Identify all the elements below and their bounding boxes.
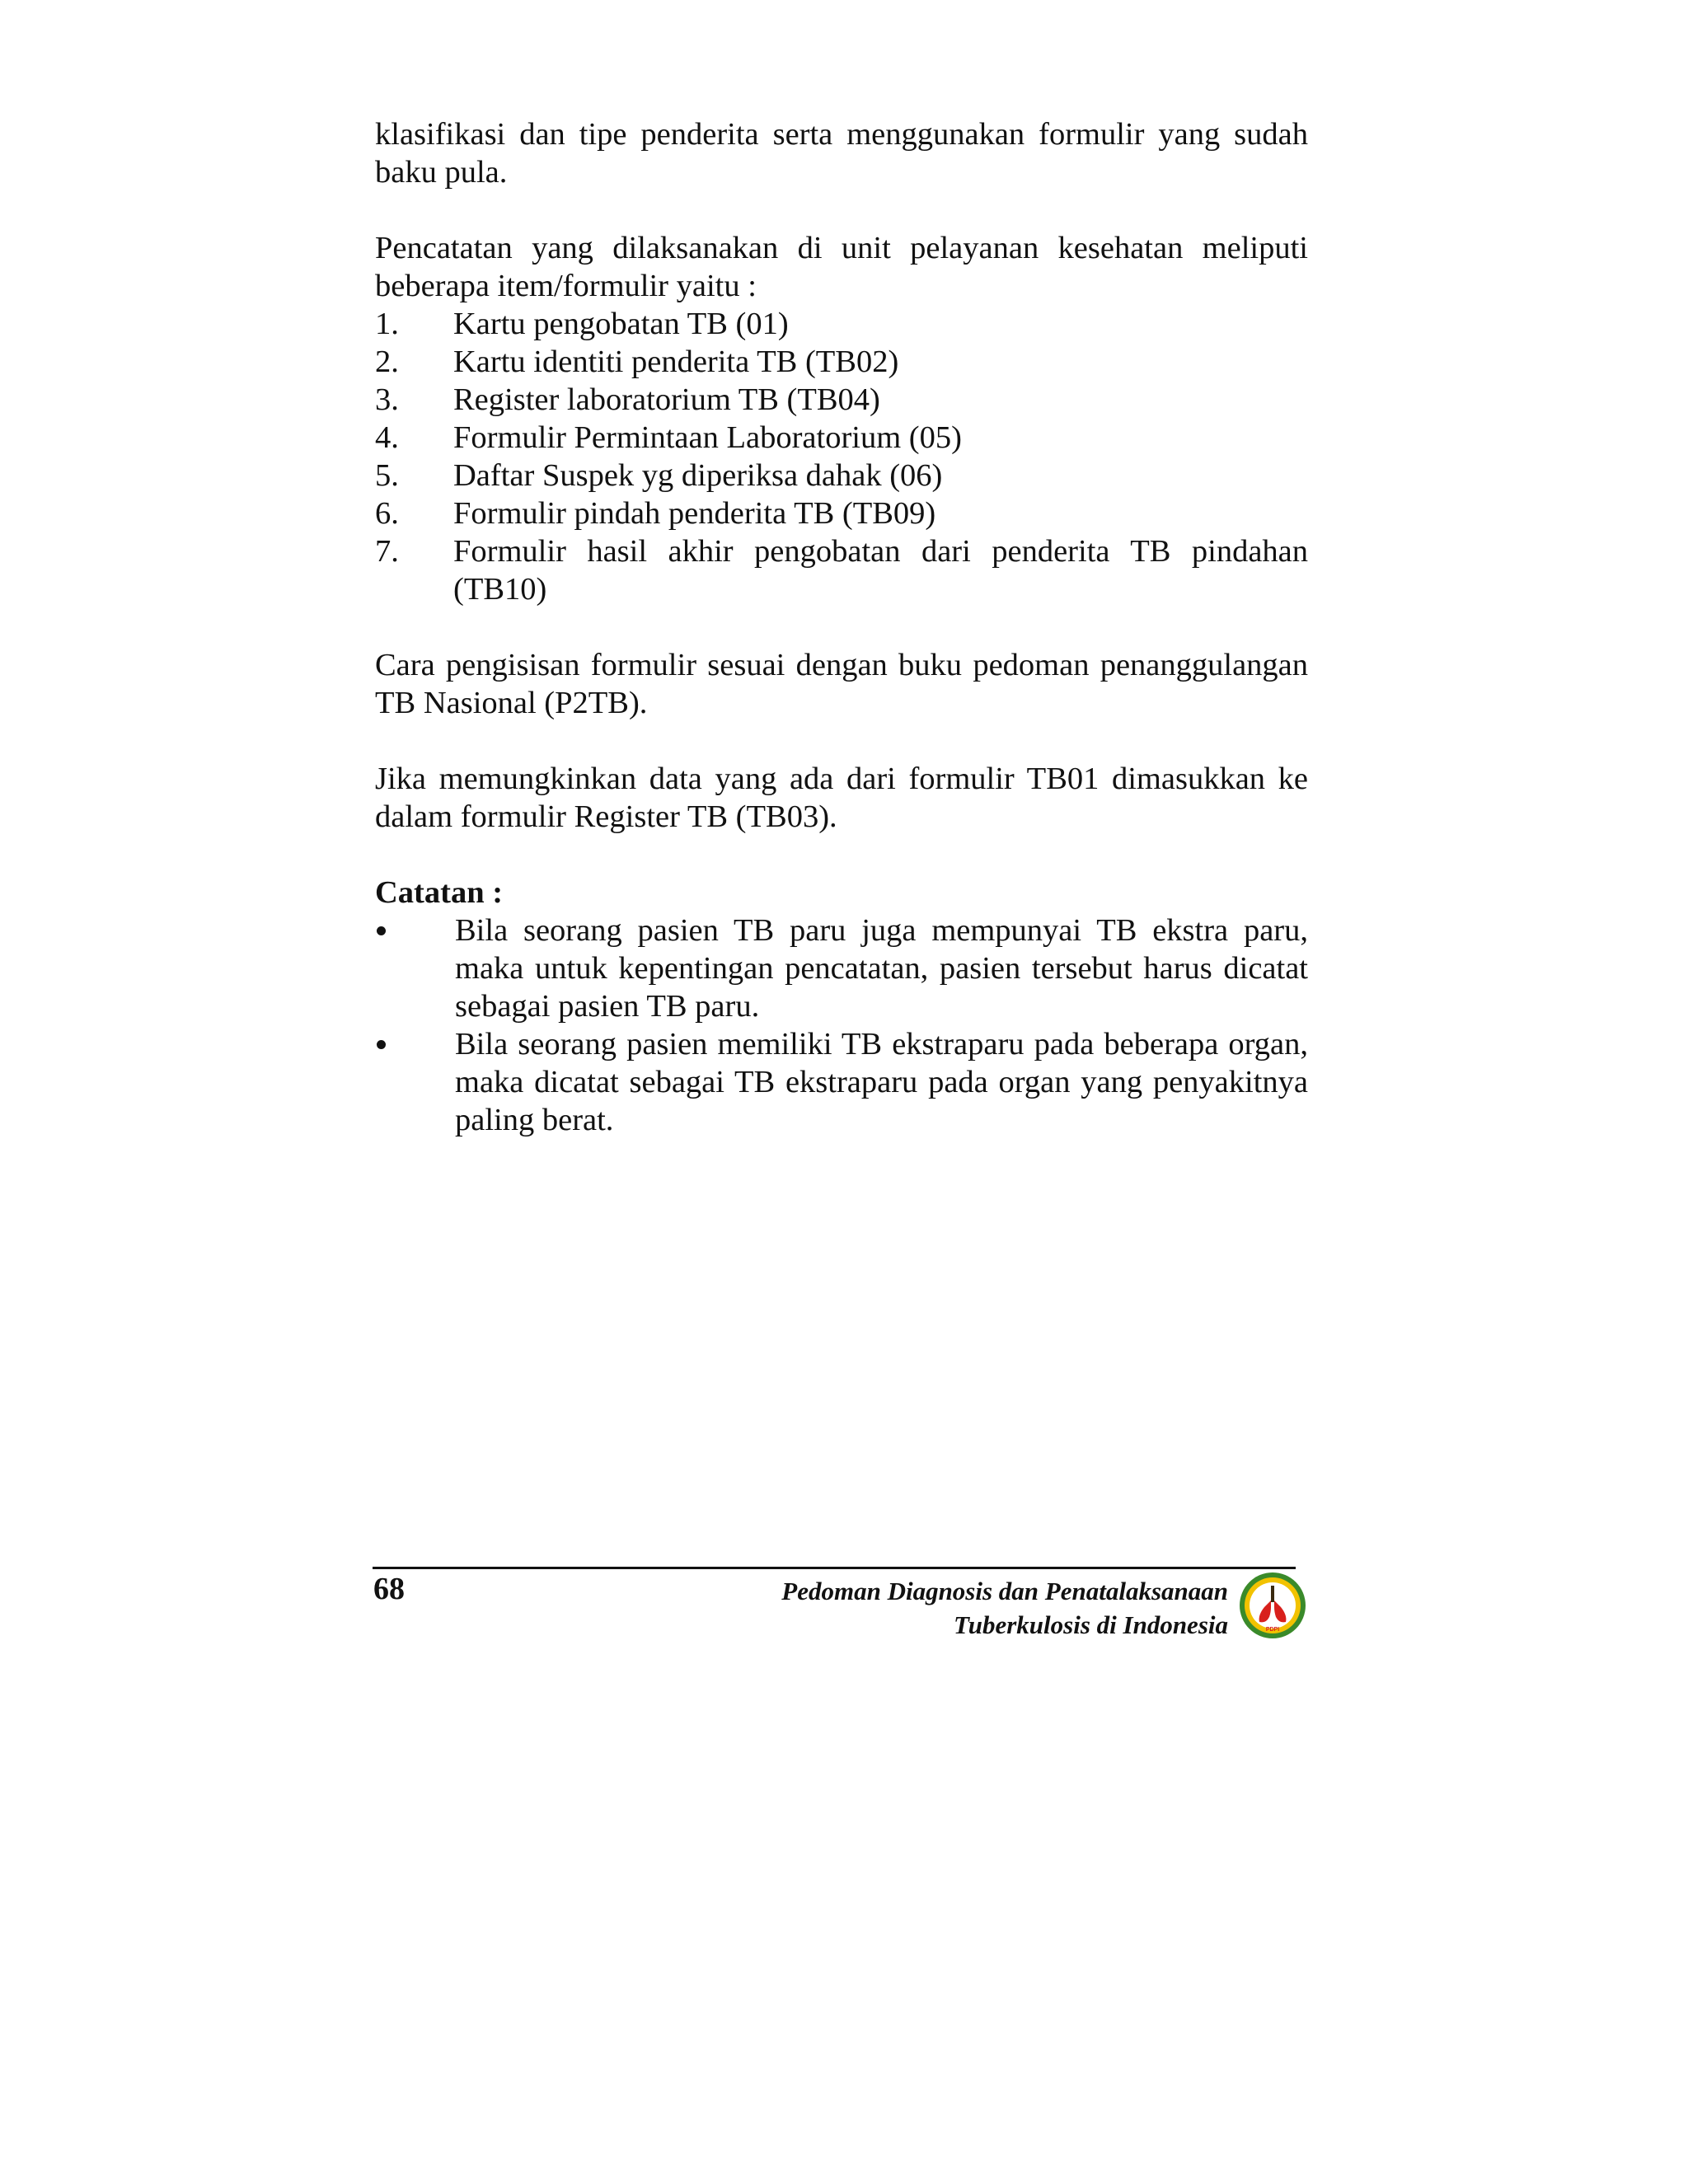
list-item (375, 532, 1308, 608)
list-text: Kartu identiti penderita TB (TB02) (453, 344, 899, 379)
list-number: 4. (375, 420, 399, 455)
footer-divider (373, 1567, 1296, 1569)
list-number: 2. (375, 344, 399, 379)
note-text: Bila seorang pasien TB paru juga mempunyai TB ekstra paru, maka untuk kepentingan pencatatan, pasien tersebut harus dicatat sebagai pasien TB paru. (455, 913, 1308, 1024)
list-text: Formulir pindah penderita TB (TB09) (453, 496, 936, 531)
recording-paragraph: Pencatatan yang dilaksanakan di unit pelayanan kesehatan meliputi beberapa item/formulir yaitu : (375, 231, 1308, 303)
list-item (375, 457, 1308, 494)
forms-list (375, 305, 1308, 608)
logo-text: PDPI (1265, 1627, 1280, 1633)
intro-paragraph: klasifikasi dan tipe penderita serta menggunakan formulir yang sudah baku pula. (375, 117, 1308, 190)
footer-title-line1: Pedoman Diagnosis dan Penatalaksanaan (781, 1577, 1228, 1605)
list-number: 7. (375, 534, 399, 569)
register-paragraph: Jika memungkinkan data yang ada dari formulir TB01 dimasukkan ke dalam formulir Register TB (TB03). (375, 762, 1308, 834)
bullet-icon (375, 912, 455, 949)
page-body (375, 115, 1308, 1139)
list-number: 1. (375, 307, 399, 341)
page-number: 68 (373, 1572, 405, 1606)
notes-list (375, 912, 1308, 1139)
list-item (375, 912, 1308, 1025)
list-item (375, 305, 1308, 343)
list-item (375, 494, 1308, 532)
list-text: Kartu pengobatan TB (01) (453, 307, 789, 341)
bullet-icon (375, 1025, 455, 1063)
list-item (375, 1025, 1308, 1139)
list-number: 3. (375, 382, 399, 417)
list-item (375, 419, 1308, 457)
list-text: Formulir hasil akhir pengobatan dari penderita TB pindahan (TB10) (453, 534, 1308, 607)
list-item (375, 343, 1308, 381)
lungs-emblem-icon (1238, 1571, 1307, 1640)
list-text: Daftar Suspek yg diperiksa dahak (06) (453, 458, 943, 493)
note-text: Bila seorang pasien memiliki TB ekstraparu pada beberapa organ, maka dicatat sebagai TB ekstraparu pada organ yang penyakitnya paling berat. (455, 1027, 1308, 1137)
filling-paragraph: Cara pengisisan formulir sesuai dengan buku pedoman penanggulangan TB Nasional (P2TB). (375, 648, 1308, 720)
notes-heading: Catatan : (375, 875, 504, 910)
list-number: 5. (375, 458, 399, 493)
footer-title (781, 1574, 1228, 1642)
footer-title-line2: Tuberkulosis di Indonesia (953, 1610, 1228, 1639)
list-text: Register laboratorium TB (TB04) (453, 382, 880, 417)
list-item (375, 381, 1308, 419)
list-text: Formulir Permintaan Laboratorium (05) (453, 420, 962, 455)
list-number: 6. (375, 496, 399, 531)
